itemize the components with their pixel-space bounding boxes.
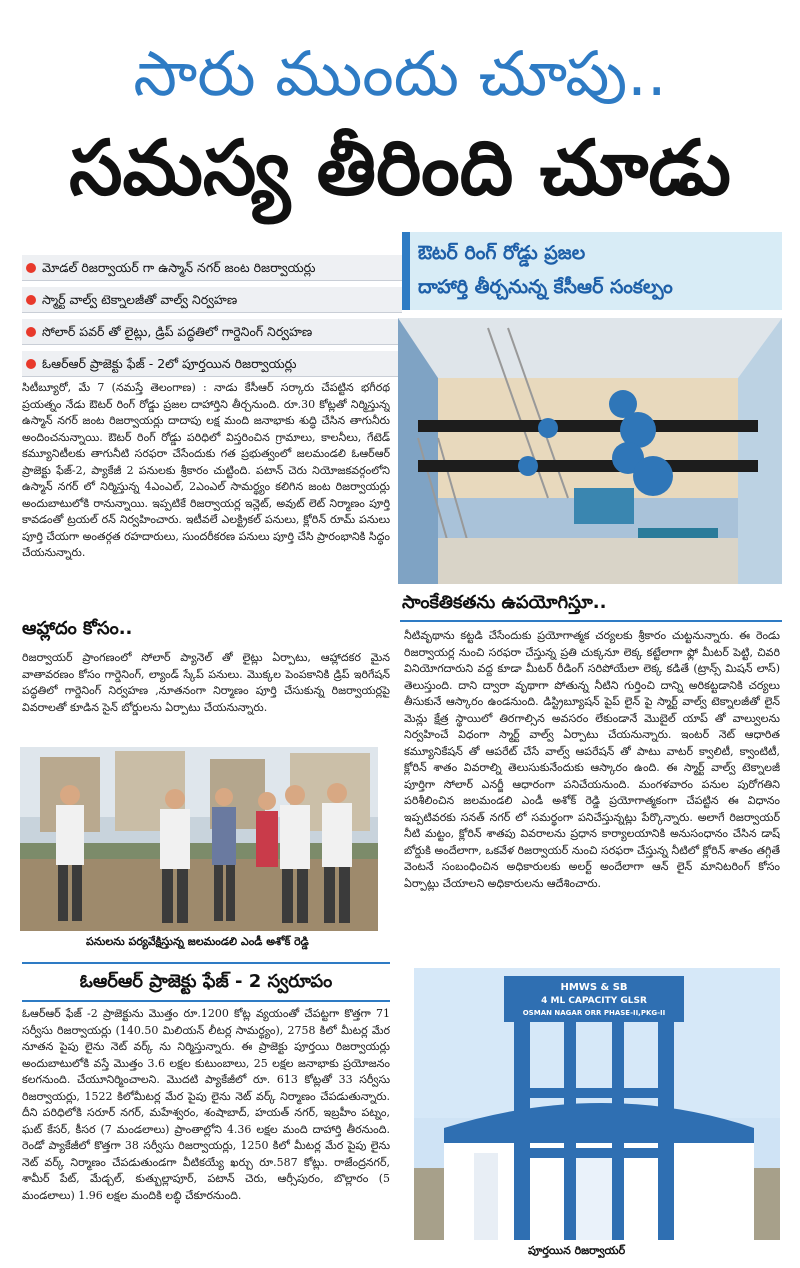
tank-sign-line3: OSMAN NAGAR ORR PHASE-II,PKG-II	[522, 1009, 666, 1017]
tank-sign-line2: 4 ML CAPACITY GLSR	[541, 996, 647, 1006]
orr-heading: ఓఆర్ఆర్ ప్రాజెక్టు ఫేజ్ - 2 స్వరూపం	[22, 962, 390, 1002]
red-dot-icon	[26, 263, 36, 273]
technology-divider	[400, 620, 782, 622]
lead-paragraph: సిటీబ్యూరో, మే 7 (నమస్తే తెలంగాణ) : నాడు కేసీఆర్ సర్కారు చేపట్టిన భగీరథ ప్రయత్నం నేడు ఔటర్ రింగ్ రోడ్డు ప్రజల దాహార్తిని తీర్చనుంది. రూ.30 కోట్లతో నిర్మిస్తున్న ఉస్మాన్ నగర్ జంట రిజర్వాయర్లు దాదాపు లక్ష మంది జనాభాకు శుద్ధి చేసిన తాగునీరు అందించనున్నాయి. ఔటర్ రింగ్ రోడ్డు పరిధిలో విస్తరించిన గ్రామాలు, కాలనీలు, గేటెడ్ కమ్యూనిటీలకు తాగునీటి సరఫరా చేసేందుకు గత ప్రభుత్వంలో జలమండలి ఓఆర్ఆర్ ప్రాజెక్టు ఫేజ్-2, ప్యాకేజీ 2 పనులకు శ్రీకారం చుట్టింది. పటాన్ చెరు నియోజకవర్గంలోని ఉస్మాన్ నగర్ లో నిర్మిస్తున్న 4ఎంఎల్, 2ఎంఎల్ సామర్థ్యం కలిగిన జంట రిజర్వాయర్లు అందుబాటులోకి రానున్నాయి. ఇప్పటికే రిజర్వాయర్ల ఇన్లెట్, అవుట్ లెట్ నిర్మాణం పూర్తి కావడంతో ట్రయల్ రన్ నిర్వహించారు. ఇటీవలే ఎలక్ట్రికల్ పనులు, క్లోరిన్ రూమ్ పనులు పూర్తి చేయగా అంతర్గత రహదారులు, సుందరీకరణ పనులు పూర్తి చేసి ప్రారంభానికి సిద్ధం చేయనున్నారు.	[22, 381, 390, 559]
site-photo-caption: పనులను పర్యవేక్షిస్తున్న జలమండలి ఎండీ అశోక్ రెడ్డి	[86, 935, 309, 948]
pump-room-photo	[398, 318, 782, 584]
bullet-item	[22, 255, 402, 281]
site-inspection-photo	[20, 747, 378, 931]
reservoir-photo-caption: పూర్తయిన రిజర్వాయర్	[528, 1244, 626, 1257]
kicker-line1: ఔటర్ రింగ్ రోడ్డు ప్రజల	[418, 242, 586, 264]
bullet-item	[22, 319, 402, 345]
bullet-text: ఓఆర్ఆర్ ప్రాజెక్టు ఫేజ్ - 2లో పూర్తయిన రిజర్వాయర్లు	[42, 356, 297, 371]
bullet-item	[22, 287, 402, 313]
kicker-line2: దాహార్తి తీర్చనున్న కేసీఆర్ సంకల్పం	[418, 276, 673, 298]
bullet-text: స్మార్ట్ వాల్వ్ టెక్నాలజీతో వాల్వ్ నిర్వహణ	[42, 292, 238, 307]
red-dot-icon	[26, 295, 36, 305]
orr-paragraph: ఓఆర్ఆర్ ఫేజ్ -2 ప్రాజెక్టును మొత్తం రూ.1200 కోట్ల వ్యయంతో చేపట్టగా కొత్తగా 71 సర్వీసు రిజర్వాయర్లు (140.50 మిలియన్ లీటర్ల సామర్థ్యం), 2758 కిలో మీటర్ల మేర నూతన పైపు లైను నెట్ వర్క్ ను నిర్మిస్తున్నారు. ఈ ప్రాజెక్టు పూర్తయి రిజర్వాయర్లు అందుబాటులోకి వస్తే మొత్తం 3.6 లక్షల కుటుంబాలు, 25 లక్షల జనాభాకు ప్రయోజనం కలగనుంది. చేయూనిర్మించాలని. మొదటి ప్యాకేజీలో రూ. 613 కోట్లతో 33 సర్వీసు రిజర్వాయర్లు, 1522 కిలోమీటర్ల మేర పైపు లైను నెట్ వర్క్ నిర్మాణం చేపడుతున్నారు. దీని పరిధిలోకి సరూర్ నగర్, మహేశ్వరం, శంషాబాద్, హయత్ నగర్, ఇబ్రహీం పట్నం, ఘట్ కేసర్, కీసర (7 మండలాలు) ప్రాంతాల్లోని 4.36 లక్షల మంది దాహార్తి తీరనుంది. రెండో ప్యాకేజీలో కొత్తగా 38 సర్వీసు రిజర్వాయర్లు, 1250 కిలో మీటర్ల మేర పైపు లైను నెట్ వర్క్ నిర్మాణం చేపడుతుండగా వీటికయ్యే ఖర్చు రూ.587 కోట్లు. రాజేంద్రనగర్, శామీర్ పేట్, మేడ్చల్, కుత్బుల్లాపూర్, పటాన్ చెరు, ఆర్సీపురం, బొల్లారం (5 మండలాలు) 1.96 లక్షల మందికి లబ్ధి చేకూరనుంది.	[22, 1007, 390, 1202]
kicker-box	[402, 232, 782, 310]
red-dot-icon	[26, 359, 36, 369]
bullet-text: మోడల్ రిజర్వాయర్ గా ఉస్మాన్ నగర్ జంట రిజర్వాయర్లు	[42, 260, 316, 275]
pump-photo-illustration	[398, 318, 782, 584]
highlight-bullets	[22, 255, 402, 383]
ahladam-paragraph: రిజర్వాయర్ ప్రాంగణంలో సోలార్ ప్యానెల్ తో లైట్లు ఏర్పాటు, ఆహ్లాదకర మైన వాతావరణం కోసం గార్డెనింగ్, ల్యాండ్ స్కేప్ పనులు. మొక్కల పెంపకానికి డ్రిప్ ఇరిగేషన్ పద్ధతిలో గార్డెనింగ్ నిర్వహణ ,నూతనంగా నిర్మాణం పూర్తి చేసుకున్న రిజర్వాయర్లపై వివరాలతో కూడిన సైన్ బోర్డులను ఏర్పాటు చేయనున్నారు.	[22, 651, 390, 714]
technology-heading: సాంకేతికతను ఉపయోగిస్తూ..	[402, 592, 607, 613]
bullet-item	[22, 351, 402, 377]
headline-line1: సారు ముందు చూపు..	[133, 37, 667, 110]
tank-sign-line1: HMWS & SB	[560, 982, 628, 993]
site-photo-illustration	[20, 747, 378, 931]
ahladam-heading: ఆహ్లాదం కోసం..	[22, 618, 133, 639]
reservoir-photo	[414, 968, 780, 1240]
red-dot-icon	[26, 327, 36, 337]
lead-column	[22, 380, 390, 612]
headline-line2: సమస్య తీరింది చూడు	[69, 123, 731, 212]
technology-paragraph: నీటివృథాను కట్టడి చేసేందుకు ప్రయోగాత్మక చర్యలకు శ్రీకారం చుట్టనున్నారు. ఈ రెండు రిజర్వాయర్ల నుంచి సరఫరా చేస్తున్న ప్రతి చుక్కనూ లెక్క కట్టేలాగా ఫ్లో మీటర్ పెట్టి, చివరి వినియోగదారుని వద్ద కూడా మీటర్ రీడింగ్ సరిపోయేలా లెక్క కడితే (ట్రాన్స్ మిషన్ లాస్) తెలుస్తుంది. దాని ద్వారా వృథాగా పోతున్న నీటిని గుర్తించి దాన్ని అరికట్టడానికి చర్యలు తీసుకునే ఆస్కారం ఉండనుంది. డిస్ట్రిబ్యూషన్ పైప్ లైన్ పై స్మార్ట్ వాల్వ్ టెక్నాలజీతో లైన్ మెన్లు క్షేత్ర స్థాయిలో తిరగాల్సిన అవసరం లేకుండానే మొబైల్ యాప్ తో వాల్వులను నిర్వహించే విధంగా స్మార్ట్ వాల్వ్ ఏర్పాటు చేయనున్నారు. ఇంటర్ నెట్ ఆధారిత కమ్యూనికేషన్ తో ఆపరేట్ చేసే వాల్వ్ ఆపరేషన్ తో పాటు వాటర్ క్వాలిటీ, క్వాంటిటీ, క్లోరిన్ శాతం వివరాల్ని తెలుసుకునేందుకు ఆస్కారం ఉంది. ఈ స్మార్ట్ వాల్వ్ టెక్నాలజీ పూర్తిగా సోలార్ ఎనర్జీ ఆధారంగా పనిచేయనుంది. మంగళవారం పనుల పురోగతిని పరిశీలించిన జలమండలి ఎండీ అశోక్ రెడ్డి ప్రయోగాత్మకంగా చేపట్టిన ఈ విధానం ఇప్పటివరకు సనత్ నగర్ లో సమర్థంగా పనిచేస్తున్నట్లు పేర్కొన్నారు. అలాగే రిజర్వాయర్ నీటి మట్టం, క్లోరిన్ శాతపు వివరాలను ప్రధాన కార్యాలయానికి అనుసంధానం చేసిన డాష్ బోర్డుకి అందేలాగా, ఒకవేళ రిజర్వాయర్ నుంచి సరఫరా చేస్తున్న నీటిలో క్లోరిన్ శాతం తగ్గితే వెంటనే సంబంధించిన అధికారులకు అలర్ట్ అందేలాగా ఆన్ లైన్ మానిటరింగ్ కోసం ఏర్పాట్లు చేయాలని అధికారులను ఆదేశించారు.	[404, 629, 780, 890]
reservoir-photo-illustration	[414, 968, 780, 1240]
bullet-text: సోలార్ పవర్ తో లైట్లు, డ్రిప్ పద్ధతిలో గార్డెనింగ్ నిర్వహణ	[42, 324, 313, 339]
